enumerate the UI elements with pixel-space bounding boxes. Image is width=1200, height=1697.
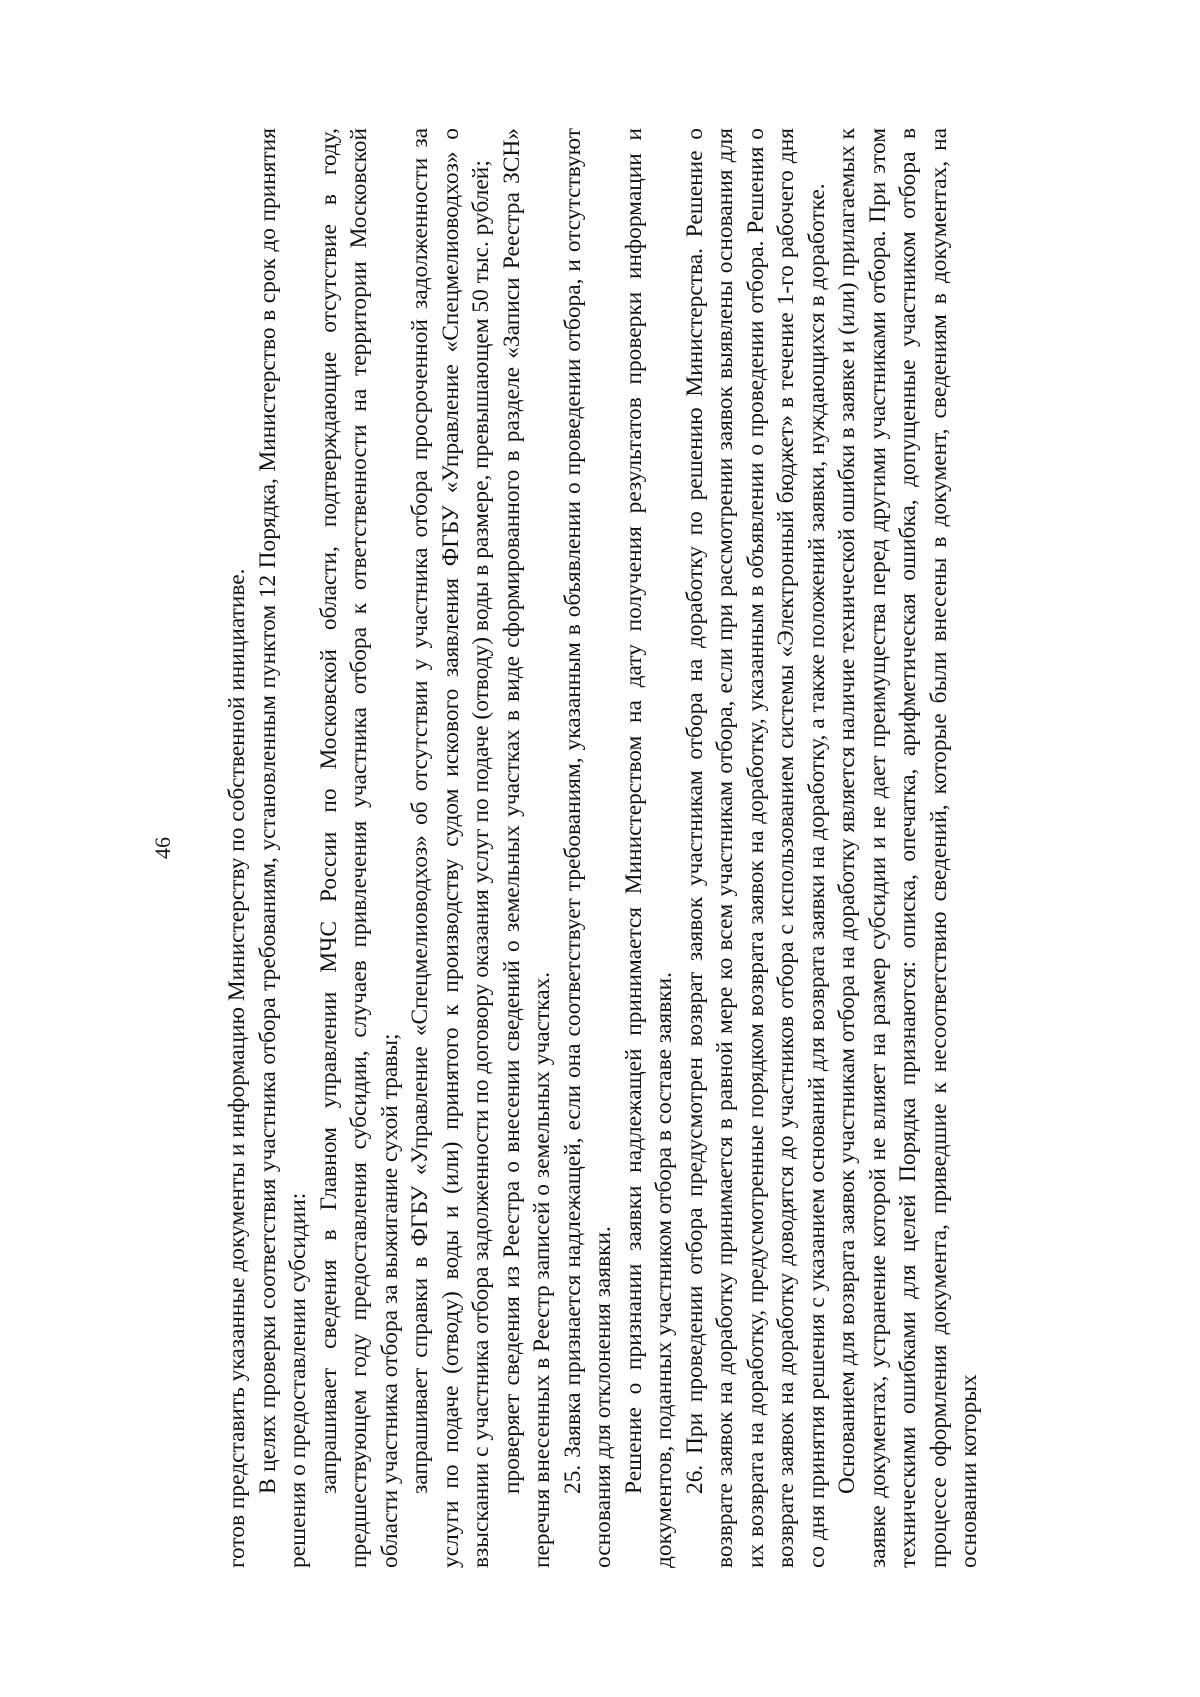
paragraph-verification-intro: В целях проверки соответствия участника отбора требованиям, установленным пунктом 12 Порядка, Министерство в срок до принятия решения о предоставлении субсидии: [254,128,311,1568]
paragraph-clause-26: 26. При проведении отбора предусмотрен возврат заявок участникам отбора на доработку по решению Министерства. Решение о возврате заявок на доработку принимается в равной мере ко всем участникам отбора, если при рассмотрении заявок выявлены основания для их возврата на доработку, предусмотренные порядком возврата заявок на доработку, указанным в объявлении о проведении отбора. Решения о возврате заявок на доработку доводятся до участников отбора с использованием системы «Электронный бюджет» в течение 1-го рабочего дня со дня принятия решения с указанием оснований для возврата заявки на доработку, а также положений заявки, нуждающихся в доработке. [681,128,830,1568]
paragraph-continuation: готов представить указанные документы и информацию Министерству по собственной инициативе. [224,568,250,1568]
paragraph-mchs-request: запрашивает сведения в Главном управлении МЧС России по Московской области, подтверждающие отсутствие в году, предшествующем году предоставления субсидии, случаев привлечения участника отбора к ответственности на территории Московской области участника отбора за выжигание сухой травы; [315,128,403,1568]
paragraph-return-grounds: Основанием для возврата заявок участникам отбора на доработку является наличие технической ошибки в заявке и (или) прилагаемых к заявке документах, устранение которой не влияет на размер субсидии и не дает преимущества перед другими участниками отбора. При этом техническими ошибками для целей Порядка признаются: описка, опечатка, арифметическая ошибка, допущенные участником отбора в процессе оформления документа, приведшие к несоответствию сведений, которые были внесены в документ, сведениям в документах, на основании которых [834,128,982,1568]
paragraph-spetsmeliovodkhoz-request: запрашивает справки в ФГБУ «Управление «Спецмелиоводхоз» об отсутствии у участника отбора просроченной задолженности за услуги по подаче (отводу) воды и (или) принятого к производству судом искового заявления ФГБУ «Управление «Спецмелиоводхоз» о взыскании с участника отбора задолженности по договору оказания услуг по подаче (отводу) воды в размере, превышающем 50 тыс. рублей; [407,128,494,1568]
paragraph-decision-proper: Решение о признании заявки надлежащей принимается Министерством на дату получения результатов проверки информации и документов, поданных участником отбора в составе заявки. [620,128,677,1568]
paragraph-registry-check: проверяет сведения из Реестра о внесении сведений о земельных участках в виде сформированного в разделе «Записи Реестра ЗСН» перечня внесенных в Реестр записей о земельных участках. [498,128,555,1568]
paragraph-clause-25: 25. Заявка признается надлежащей, если она соответствует требованиям, указанным в объявлении о проведении отбора, и отсутствуют основания для отклонения заявки. [559,128,616,1568]
page-number: 46 [150,837,175,859]
document-body [222,128,985,1568]
rotated-content [150,108,1050,1588]
